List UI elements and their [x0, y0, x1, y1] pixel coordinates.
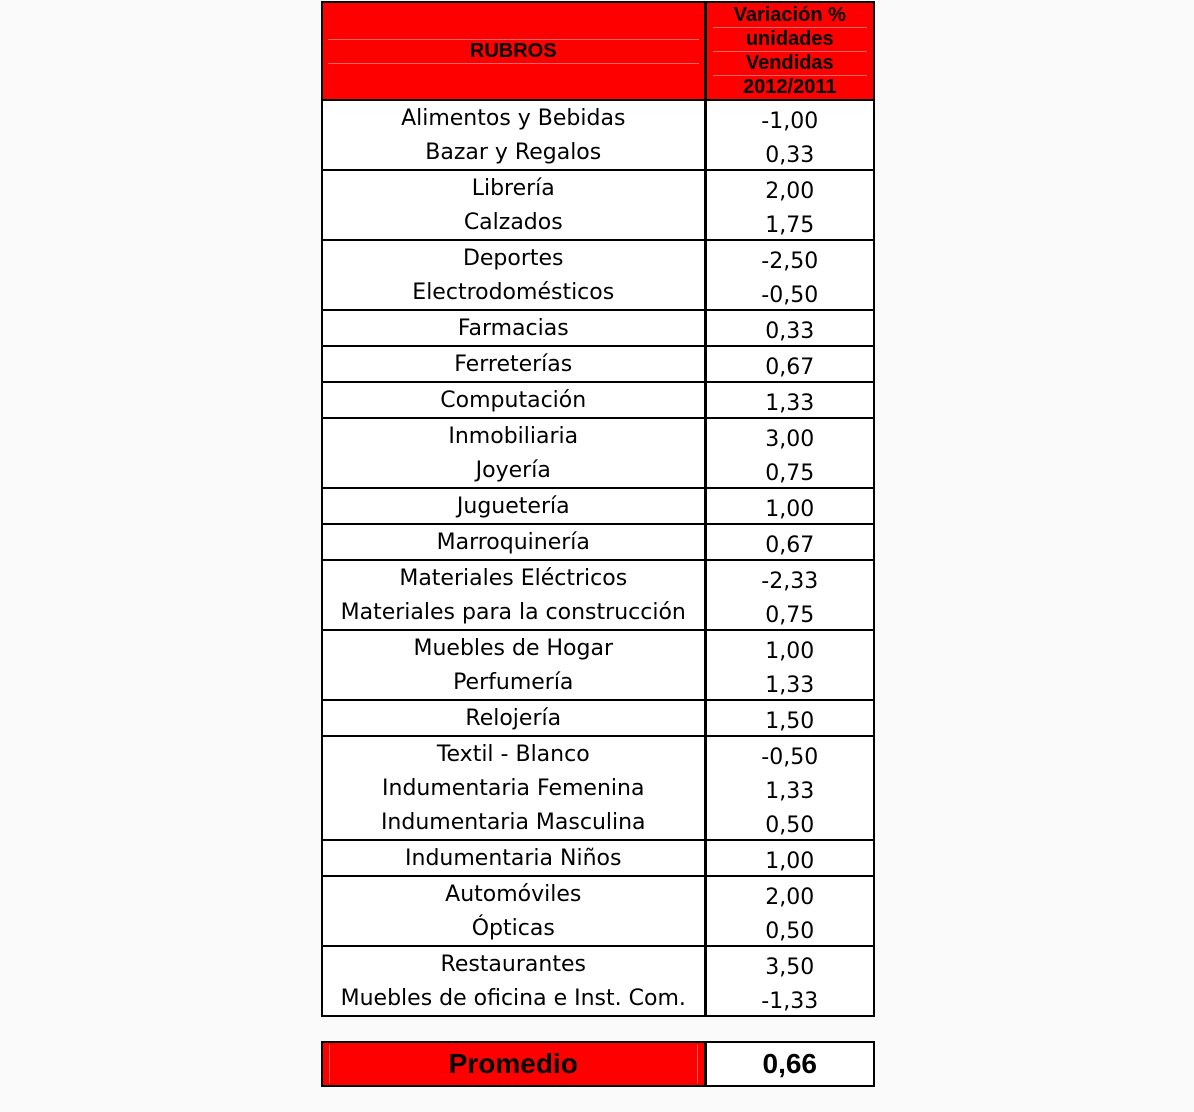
table-row	[322, 771, 874, 805]
variacion-cell: 0,67	[705, 346, 874, 382]
table-row	[322, 100, 874, 135]
table-row	[322, 453, 874, 488]
column-header-variacion-line: 2012/2011	[743, 75, 837, 98]
rubro-cell: Automóviles	[322, 876, 705, 911]
table-row	[322, 488, 874, 524]
variacion-cell: 3,00	[705, 418, 874, 453]
variacion-cell: -2,50	[705, 240, 874, 275]
variacion-cell: 2,00	[705, 876, 874, 911]
table-row	[322, 665, 874, 700]
promedio-value: 0,66	[705, 1042, 874, 1086]
column-header-variacion-line: Variación %	[713, 4, 868, 28]
variacion-cell: 1,33	[705, 382, 874, 418]
variacion-cell: 1,50	[705, 700, 874, 736]
table-row	[322, 840, 874, 876]
variacion-cell: 0,33	[705, 310, 874, 346]
variacion-cell: 0,67	[705, 524, 874, 560]
table-row	[322, 630, 874, 665]
table-row	[322, 205, 874, 240]
rubro-cell: Inmobiliaria	[322, 418, 705, 453]
rubro-cell: Marroquinería	[322, 524, 705, 560]
table-row	[322, 170, 874, 205]
rubro-cell: Muebles de Hogar	[322, 630, 705, 665]
variacion-cell: 1,00	[705, 630, 874, 665]
rubro-cell: Materiales Eléctricos	[322, 560, 705, 595]
rubros-table	[321, 1, 875, 1017]
data-table-container	[321, 1, 873, 1087]
rubro-cell: Indumentaria Niños	[322, 840, 705, 876]
table-row	[322, 240, 874, 275]
column-header-rubros	[322, 2, 705, 100]
table-row	[322, 595, 874, 630]
variacion-cell: 2,00	[705, 170, 874, 205]
rubro-cell: Electrodomésticos	[322, 275, 705, 310]
table-header-row	[322, 2, 874, 100]
table-row	[322, 346, 874, 382]
rubro-cell: Farmacias	[322, 310, 705, 346]
table-row	[322, 135, 874, 170]
column-header-variacion	[705, 2, 874, 100]
rubro-cell: Muebles de oficina e Inst. Com.	[322, 981, 705, 1016]
rubro-cell: Librería	[322, 170, 705, 205]
rubro-cell: Deportes	[322, 240, 705, 275]
column-header-variacion-line: unidades	[713, 28, 868, 52]
promedio-label-cell	[322, 1042, 705, 1086]
rubro-cell: Ferreterías	[322, 346, 705, 382]
table-row	[322, 805, 874, 840]
rubro-cell: Indumentaria Femenina	[322, 771, 705, 805]
rubro-cell: Perfumería	[322, 665, 705, 700]
column-header-variacion-line: Vendidas	[713, 52, 868, 76]
table-row	[322, 310, 874, 346]
table-row	[322, 911, 874, 946]
rubro-cell: Bazar y Regalos	[322, 135, 705, 170]
rubro-cell: Ópticas	[322, 911, 705, 946]
variacion-cell: 1,33	[705, 665, 874, 700]
variacion-cell: -2,33	[705, 560, 874, 595]
variacion-cell: 1,00	[705, 488, 874, 524]
rubro-cell: Alimentos y Bebidas	[322, 100, 705, 135]
promedio-table	[321, 1041, 875, 1087]
table-row	[322, 981, 874, 1016]
variacion-cell: -0,50	[705, 275, 874, 310]
variacion-cell: -0,50	[705, 736, 874, 771]
variacion-cell: 0,50	[705, 805, 874, 840]
promedio-row	[322, 1042, 874, 1086]
variacion-cell: -1,33	[705, 981, 874, 1016]
table-row	[322, 876, 874, 911]
rubro-cell: Materiales para la construcción	[322, 595, 705, 630]
rubro-cell: Textil - Blanco	[322, 736, 705, 771]
promedio-label: Promedio	[329, 1045, 698, 1083]
rubro-cell: Indumentaria Masculina	[322, 805, 705, 840]
table-row	[322, 418, 874, 453]
rubro-cell: Relojería	[322, 700, 705, 736]
variacion-cell: 0,50	[705, 911, 874, 946]
variacion-cell: 1,75	[705, 205, 874, 240]
table-row	[322, 275, 874, 310]
rubro-cell: Joyería	[322, 453, 705, 488]
variacion-cell: 1,00	[705, 840, 874, 876]
rubro-cell: Calzados	[322, 205, 705, 240]
table-row	[322, 524, 874, 560]
table-body	[322, 100, 874, 1016]
variacion-cell: 1,33	[705, 771, 874, 805]
rubro-cell: Computación	[322, 382, 705, 418]
rubro-cell: Juguetería	[322, 488, 705, 524]
table-row	[322, 560, 874, 595]
rubro-cell: Restaurantes	[322, 946, 705, 981]
table-row	[322, 946, 874, 981]
table-row	[322, 700, 874, 736]
variacion-cell: 0,75	[705, 453, 874, 488]
variacion-cell: 3,50	[705, 946, 874, 981]
column-header-rubros-label: RUBROS	[328, 39, 699, 64]
table-row	[322, 736, 874, 771]
variacion-cell: -1,00	[705, 100, 874, 135]
variacion-cell: 0,33	[705, 135, 874, 170]
variacion-cell: 0,75	[705, 595, 874, 630]
table-row	[322, 382, 874, 418]
